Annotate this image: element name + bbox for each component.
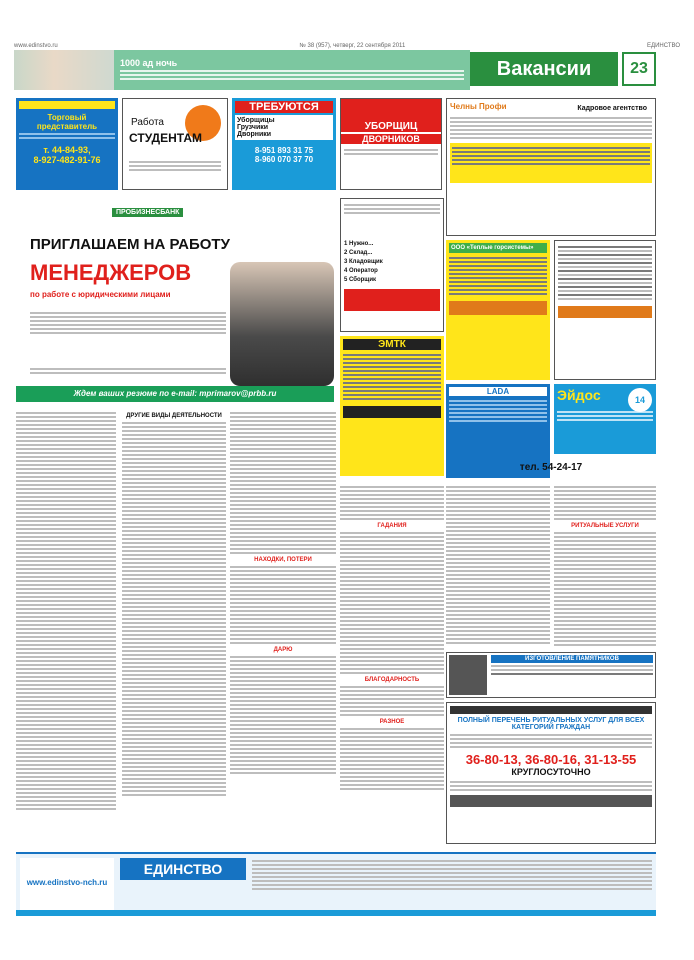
ad-offers [554,240,656,380]
ad-wanted-item: Дворники [237,131,272,138]
ad-cleaners [340,98,442,190]
page-footer [16,852,656,916]
heading-gift: ДАРЮ [273,647,293,653]
bank-invite: ПРИГЛАШАЕМ НА РАБОТУ [30,236,230,253]
ad-cemetery-sub: КРУГЛОСУТОЧНО [511,767,591,777]
staff-photo [230,262,334,386]
ad-emtk [340,336,444,476]
monument-photo [449,655,487,695]
list-item: 2 Склад... [344,250,373,256]
ad-cemetery-title: ПОЛНЫЙ ПЕРЕЧЕНЬ РИТУАЛЬНЫХ УСЛУГ ДЛЯ ВСЕХ КАТЕГОРИЙ ГРАЖДАН [457,717,645,731]
bank-logo: ПРОБИЗНЕСБАНК [112,208,183,217]
page-header [14,42,680,50]
list-item: 1 Нужно... [344,241,374,247]
ad-eidos-number: 14 [628,388,652,412]
ad-sales-rep-phone2: 8-927-482-91-76 [33,155,101,165]
ad-cemetery [446,702,656,844]
ad-lada-brand: LADA [449,387,547,396]
ad-sales-rep [16,98,118,190]
bank-sub: по работе с юридическими лицами [30,290,171,299]
ad-sales-rep-phone: т. 44-84-93, [43,145,91,155]
heading-ritual: РИТУАЛЬНЫЕ УСЛУГИ [571,523,639,529]
ad-sales-rep-title: Торговый представитель [36,113,98,131]
ad-agency-title: Кадровое агентство [577,105,647,112]
ad-agency [446,98,656,236]
heading-found-lost: НАХОДКИ, ПОТЕРИ [254,557,312,563]
promo-photo [14,50,114,90]
page-number: 23 [622,52,656,86]
column-3 [230,410,336,776]
ad-monuments-title: ИЗГОТОВЛЕНИЕ ПАМЯТНИКОВ [491,655,653,663]
ad-emtk-title: ЭМТК [343,339,441,350]
list-item: 5 Сборщик [344,277,377,283]
bank-footer: Ждем ваших резюме по e-mail: mprimarov@prbb.ru [16,386,334,402]
ad-students-line2: СТУДЕНТАМ [129,131,203,145]
footer-brand: ЕДИНСТВО [120,858,246,880]
list-item: 4 Оператор [344,268,378,274]
column-5 [446,484,550,646]
footer-logo [20,858,114,912]
paper-name: ЕДИНСТВО [647,43,680,49]
ad-list [340,198,444,332]
column-2 [122,410,226,798]
list-item: 3 Кладовщик [344,259,383,265]
footer-url: www.edinstvo-nch.ru [26,878,108,887]
ad-bank [16,206,334,406]
ad-monuments [446,652,656,698]
ad-cleaners-sub: ДВОРНИКОВ [341,134,441,144]
ad-sell-title: ООО «Теплые горсистемы» [449,243,547,253]
column-4 [340,484,444,792]
promo-banner [14,50,470,90]
ad-cemetery-phones: 36-80-13, 36-80-16, 31-13-55 [465,752,637,767]
heading-other-activity: ДРУГИЕ ВИДЫ ДЕЯТЕЛЬНОСТИ [126,413,222,419]
ad-wanted-item: Уборщицы [237,117,275,124]
heading-misc: РАЗНОЕ [379,719,405,725]
ad-wanted [232,98,336,190]
ad-phone: тел. 54-24-17 [519,462,583,473]
heading-fortune: ГАДАНИЯ [377,523,407,529]
ad-eidos-brand: Эйдос [557,387,601,403]
ad-wanted-phone2: 8-960 070 37 70 [254,155,314,164]
site-url: www.edinstvo.ru [14,43,58,49]
ad-sell [446,240,550,380]
ad-eidos [554,384,656,454]
ad-cleaners-title: УБОРЩИЦ [341,121,441,132]
ad-wanted-item: Грузчики [237,124,269,131]
section-title: Вакансии [470,52,618,86]
ad-students-line1: Работа [131,117,164,128]
promo-title: 1000 ад ночь [120,58,178,68]
heading-thanks: БЛАГОДАРНОСТЬ [364,677,420,683]
ad-wanted-title: ТРЕБУЮТСЯ [235,101,333,113]
bank-role: МЕНЕДЖЕРОВ [30,260,192,285]
ad-agency-brand: Челны Профи [450,102,507,111]
ad-students [122,98,228,190]
issue-info: № 38 (957), четверг, 22 сентября 2011 [299,43,406,49]
column-6 [554,484,656,648]
ad-wanted-phone: 8-951 893 31 75 [254,146,314,155]
column-1 [16,410,116,812]
